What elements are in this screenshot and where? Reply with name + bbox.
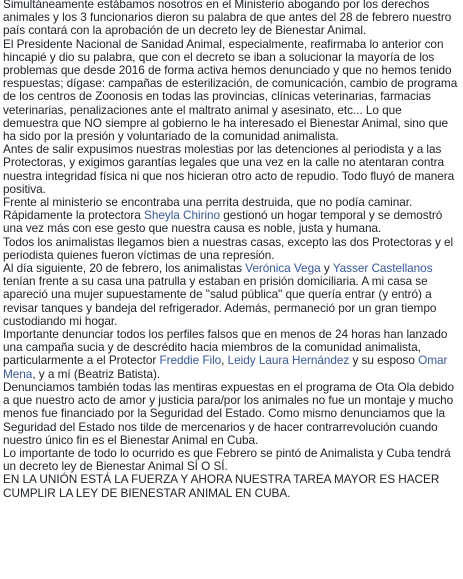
post-text: ,	[221, 353, 228, 368]
post-text: Denunciamos también todas las mentiras expuestas en el programa de Ota Ola debido a que nuestro acto de amor y justicia para/por los animales no fue un montaje y mucho menos fue financiado por la Seguridad del Estado. Como mismo denunciamos que la Seguridad del Estado nos tilde de mercenarios y de hacer contrarrevolución cuando nuestro único fin es el Bienestar Animal en Cuba.	[3, 379, 455, 447]
post-paragraph	[3, 143, 459, 196]
post-text: El Presidente Nacional de Sanidad Animal, especialmente, reafirmaba lo anterior con hincapié y dio su palabra, que con el decreto se iban a solucionar la mayoría de los problemas que desde 2016 de forma activa hemos denunciado y que no hemos tenido respuestas; dígase: campañas de esterilización, de comunicación, cambio de programa de los centros de Zoonosis en todas las provincias, clínicas veterinarias, farmacias veterinarias, penalizaciones ante el maltrato animal y asesinato, etc... Lo que demuestra que NO siempre al gobierno le ha interesado el Bienestar Animal, sino que ha sido por la presión y voluntariado de la comunidad animalista.	[3, 36, 458, 144]
post-text: Frente al ministerio se encontraba una perrita destruida, que no podía caminar. Rápidamente la protectora	[3, 195, 413, 223]
post-text: Todos los animalistas llegamos bien a nuestras casas, excepto las dos Protectoras y el periodista quienes fueron víctimas de una represión.	[3, 234, 454, 262]
post-text: Simultáneamente estábamos nosotros en el Ministerio abogando por los derechos animales y los 3 funcionarios dieron su palabra de que antes del 28 de febrero nuestro país contará con la aprobación de un decreto ley de Bienestar Animal.	[3, 0, 452, 38]
post-text: Antes de salir expusimos nuestras molestias por las detenciones al periodista y a las Protectoras, y exigimos garantías legales que una vez en la calle no atentaran contra nuestra integridad física ni que nos hicieran otro acto de repudio. Todo fluyó de manera positiva.	[3, 142, 455, 196]
post-paragraph	[3, 262, 459, 328]
profile-mention-link[interactable]: Omar Mena	[3, 353, 448, 381]
post-text: EN LA UNIÓN ESTÁ LA FUERZA Y AHORA NUESTRA TAREA MAYOR ES HACER CUMPLIR LA LEY DE BIENESTAR ANIMAL EN CUBA.	[3, 472, 440, 500]
post-paragraph	[3, 0, 459, 38]
profile-mention-link[interactable]: Leidy Laura Hernández	[227, 353, 350, 368]
post-paragraph	[3, 236, 459, 262]
post-text: y su esposo	[349, 353, 419, 368]
post-text: gestionó un hogar temporal y se demostró una vez más con ese gesto que nuestra causa es noble, justa y humana.	[3, 208, 443, 236]
post-paragraph	[3, 328, 459, 381]
post-paragraph	[3, 447, 459, 473]
profile-mention-link[interactable]: Sheyla Chirino	[144, 208, 221, 223]
post-text: tenían frente a su casa una patrulla y estaban en prisión domiciliaria. A mi casa se apareció una mujer supuestamente de "salud pública" que quería entrar (y entró) a revisar tanques y bandeja del refrigerador. Además, permaneció por un gran tiempo custodiando mi hogar.	[3, 274, 437, 328]
post-text: , y a mí (Beatriz Batista).	[32, 366, 161, 381]
post-text: Importante denunciar todos los perfiles falsos que en menos de 24 horas han lanzado una campaña sucia y de descrédito hacia miembros de la comunidad animalista, particularmente a el Protector	[3, 327, 448, 368]
profile-mention-link[interactable]: Freddie Filo	[159, 353, 222, 368]
post-body	[3, 0, 459, 500]
post-text: y	[320, 261, 333, 276]
post-paragraph	[3, 473, 459, 499]
post-paragraph	[3, 38, 459, 144]
profile-mention-link[interactable]: Verónica Vega	[245, 261, 321, 276]
post-text: Al día siguiente, 20 de febrero, los animalistas	[3, 261, 246, 276]
profile-mention-link[interactable]: Yasser Castellanos	[332, 261, 433, 276]
post-paragraph	[3, 196, 459, 236]
post-paragraph	[3, 381, 459, 447]
post-text: Lo importante de todo lo ocurrido es que Febrero se pintó de Animalista y Cuba tendrá un decreto ley de Bienestar Animal SÍ O SÍ.	[3, 445, 451, 474]
